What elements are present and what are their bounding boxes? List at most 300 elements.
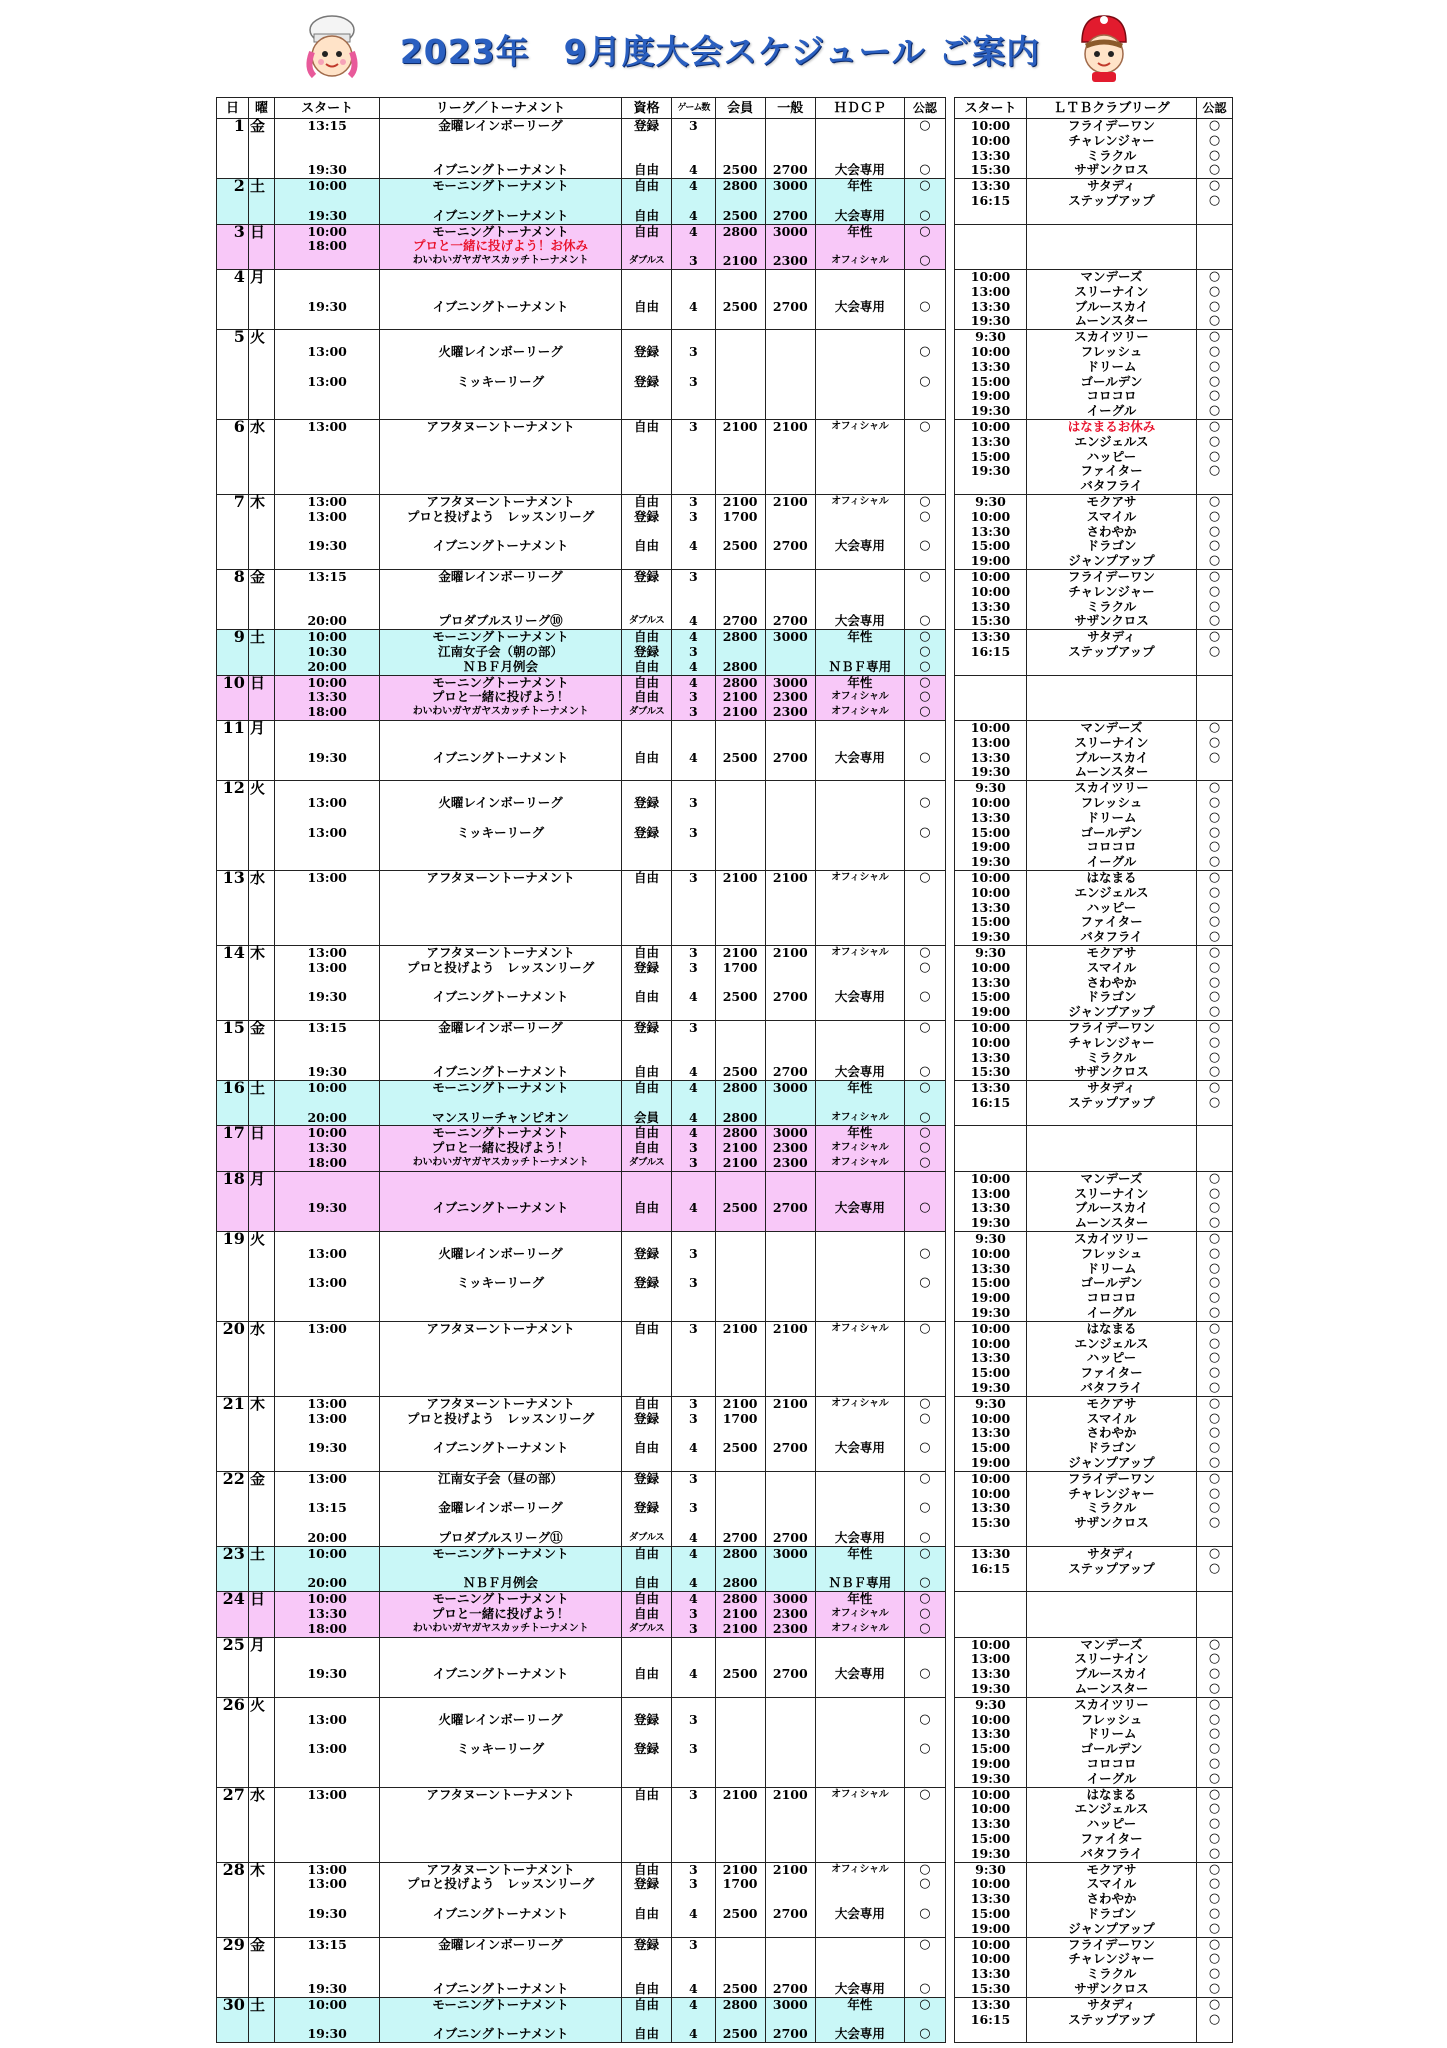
event-qualification-cell <box>621 675 671 720</box>
event-general-fee: 3000 <box>772 224 808 239</box>
event-member-fee-cell <box>715 1126 765 1171</box>
blank-line <box>673 404 713 419</box>
event-start: 19:30 <box>307 990 347 1005</box>
blank-line <box>673 239 713 254</box>
event-games: 4 <box>688 990 698 1005</box>
ltb-start-cell <box>955 419 1027 494</box>
blank-line <box>381 435 620 450</box>
event-hdcp: 年性 <box>847 1081 873 1096</box>
blank-line <box>906 1892 944 1907</box>
ltb-start: 19:30 <box>970 855 1011 870</box>
ltb-name-cell <box>1027 870 1197 945</box>
day-number: 26 <box>217 1697 249 1787</box>
ltb-club-name: スマイル <box>1086 509 1137 524</box>
event-name-cell <box>380 1637 622 1697</box>
ltb-day-row <box>955 945 1233 1020</box>
event-official-mark-cell <box>904 1997 945 2042</box>
blank-line <box>717 1516 764 1531</box>
event-general-fee-cell <box>765 1937 815 1997</box>
blank-line <box>717 1187 764 1202</box>
ltb-start: 16:15 <box>970 644 1011 659</box>
ltb-club-name: スカイツリー <box>1074 330 1149 345</box>
ltb-official-cell <box>1197 224 1233 269</box>
event-name: モーニングトーナメント <box>432 1997 569 2012</box>
event-qualification: ダブルス <box>628 1622 665 1634</box>
ltb-club-name: スリーナイン <box>1074 1652 1149 1667</box>
ltb-club-name: バタフライ <box>1080 1846 1143 1861</box>
event-name-cell <box>380 1321 622 1396</box>
ltb-day-row <box>955 720 1233 780</box>
blank-line <box>623 736 670 751</box>
ltb-name-cell <box>1027 1997 1197 2042</box>
ltb-name-cell <box>1027 1471 1197 1546</box>
blank-line <box>906 1096 944 1111</box>
blank-line <box>381 1216 620 1231</box>
event-games: 4 <box>688 163 698 178</box>
blank-line <box>381 915 620 930</box>
ltb-official-mark: ○ <box>1208 1201 1221 1216</box>
blank-line <box>623 1698 670 1713</box>
event-general-fee: 3000 <box>772 1592 808 1607</box>
event-official-mark: ○ <box>919 675 931 690</box>
ltb-official-mark: ○ <box>1208 1246 1221 1261</box>
blank-line <box>623 1337 670 1352</box>
event-member-fee: 2100 <box>722 690 758 705</box>
blank-line <box>381 1698 620 1713</box>
event-hdcp-cell <box>815 1171 904 1231</box>
event-start-cell <box>275 1396 380 1471</box>
blank-line <box>623 1187 670 1202</box>
ltb-official-mark: ○ <box>1208 1261 1221 1276</box>
event-member-fee-cell <box>715 119 765 179</box>
event-start: 13:15 <box>307 569 347 584</box>
event-member-fee-cell <box>715 1637 765 1697</box>
blank-line <box>817 1216 903 1231</box>
blank-line <box>817 1501 903 1516</box>
ltb-name-cell <box>1027 1321 1197 1396</box>
event-member-fee-cell <box>715 1471 765 1546</box>
ltb-official-mark: ○ <box>1208 119 1221 133</box>
blank-line <box>817 510 903 525</box>
event-name-cell <box>380 1787 622 1862</box>
ltb-start: 13:30 <box>970 750 1011 765</box>
ltb-official-mark: ○ <box>1208 1336 1221 1351</box>
event-official-mark: ○ <box>919 1501 931 1516</box>
event-official-mark-cell <box>904 419 945 494</box>
event-official-mark: ○ <box>919 1787 931 1802</box>
ltb-official-mark: ○ <box>1208 524 1221 539</box>
blank-line <box>906 1516 944 1531</box>
blank-line <box>767 585 814 600</box>
event-games: 4 <box>688 1592 698 1607</box>
ltb-club-name: はなまるお休み <box>1067 419 1156 434</box>
blank-line <box>767 1922 814 1937</box>
blank-line <box>673 855 713 870</box>
blank-line <box>381 1516 620 1531</box>
event-general-fee: 2700 <box>772 1907 808 1922</box>
blank-line <box>673 765 713 780</box>
blank-line <box>381 134 620 149</box>
ltb-day-row <box>955 330 1233 420</box>
event-games: 3 <box>688 1877 698 1892</box>
ltb-club-name: チャレンジャー <box>1068 133 1155 148</box>
event-official-mark-cell <box>904 1396 945 1471</box>
ltb-official-mark: ○ <box>1208 539 1221 554</box>
blank-line <box>906 1456 944 1471</box>
day-number: 9 <box>217 630 249 675</box>
event-general-fee-cell <box>765 1081 815 1126</box>
ltb-club-name: はなまる <box>1086 1321 1137 1336</box>
ltb-start: 19:30 <box>970 1381 1011 1396</box>
ltb-club-name: モクアサ <box>1086 494 1137 509</box>
event-member-fee-cell <box>715 630 765 675</box>
ltb-start: 10:00 <box>970 1471 1011 1486</box>
blank-line <box>817 1096 903 1111</box>
blank-line <box>381 721 620 736</box>
day-number: 7 <box>217 494 249 569</box>
ltb-day-row <box>955 119 1233 179</box>
event-official-mark-cell <box>904 330 945 420</box>
blank-line <box>276 330 378 345</box>
blank-line <box>623 149 670 164</box>
blank-line <box>381 1381 620 1396</box>
day-number: 25 <box>217 1637 249 1697</box>
blank-line <box>623 314 670 329</box>
blank-line <box>767 479 814 494</box>
blank-line <box>623 1262 670 1277</box>
ltb-official-mark: ○ <box>1208 449 1221 464</box>
ltb-official-mark: ○ <box>1208 1997 1221 2012</box>
blank-line <box>817 1817 903 1832</box>
blank-line <box>767 1232 814 1247</box>
day-of-week: 土 <box>248 179 274 224</box>
blank-line <box>817 585 903 600</box>
ltb-start: 19:00 <box>970 1005 1011 1020</box>
blank-line <box>623 525 670 540</box>
ltb-start: 15:00 <box>970 1832 1011 1847</box>
event-general-fee: 2300 <box>772 1607 808 1622</box>
ltb-official-mark: ○ <box>1208 960 1221 975</box>
day-number: 11 <box>217 720 249 780</box>
ltb-start-cell <box>955 945 1027 1020</box>
blank-line <box>276 1005 378 1020</box>
event-start: 10:00 <box>307 224 347 239</box>
ltb-club-name: コロコロ <box>1086 1291 1137 1306</box>
event-official-mark: ○ <box>919 1592 931 1607</box>
blank-line <box>717 930 764 945</box>
event-general-fee: 3000 <box>772 630 808 645</box>
event-official-mark: ○ <box>919 870 931 885</box>
blank-line <box>717 811 764 826</box>
day-of-week: 月 <box>248 720 274 780</box>
blank-line <box>623 840 670 855</box>
event-member-fee-cell <box>715 675 765 720</box>
blank-line <box>717 826 764 841</box>
ltb-official-mark: ○ <box>1208 1561 1221 1576</box>
ltb-official-mark: ○ <box>1208 584 1221 599</box>
event-official-mark-cell <box>904 630 945 675</box>
ltb-start: 10:00 <box>970 419 1011 434</box>
blank-line <box>906 134 944 149</box>
day-row <box>217 1126 946 1171</box>
blank-line <box>767 510 814 525</box>
event-official-mark: ○ <box>919 179 931 194</box>
event-official-mark: ○ <box>919 1276 931 1291</box>
ltb-start: 13:30 <box>970 1667 1011 1682</box>
blank-line <box>276 285 378 300</box>
ltb-start: 13:30 <box>970 1997 1011 2012</box>
blank-line <box>673 1381 713 1396</box>
blank-line <box>817 826 903 841</box>
event-hdcp: 大会専用 <box>834 1441 885 1456</box>
blank-line <box>717 1096 764 1111</box>
ltb-name-cell <box>1027 224 1197 269</box>
event-member-fee: 2100 <box>722 254 758 269</box>
blank-line <box>767 1216 814 1231</box>
blank-line <box>817 1005 903 1020</box>
ltb-official-mark: ○ <box>1208 1411 1221 1426</box>
blank-line <box>767 194 814 209</box>
event-hdcp: 大会専用 <box>834 208 885 223</box>
ltb-start: 19:30 <box>970 464 1011 479</box>
blank-line <box>276 1802 378 1817</box>
ltb-start: 10:00 <box>970 1035 1011 1050</box>
event-games-cell <box>672 1592 715 1637</box>
ltb-start: 13:30 <box>970 179 1011 194</box>
ltb-official-mark: ○ <box>1208 314 1221 329</box>
blank-line <box>767 360 814 375</box>
event-qualification-cell <box>621 330 671 420</box>
blank-line <box>717 525 764 540</box>
day-number: 27 <box>217 1787 249 1862</box>
event-name: モーニングトーナメント <box>432 179 569 194</box>
event-start-cell <box>275 1787 380 1862</box>
blank-line <box>817 134 903 149</box>
event-general-fee-cell <box>765 1171 815 1231</box>
event-start-cell <box>275 675 380 720</box>
event-member-fee: 2500 <box>722 539 758 554</box>
event-start: 13:30 <box>307 1607 347 1622</box>
event-start-cell <box>275 1321 380 1396</box>
day-of-week: 土 <box>248 1081 274 1126</box>
blank-line <box>717 1967 764 1982</box>
blank-line <box>623 1802 670 1817</box>
event-member-fee: 2800 <box>722 1997 758 2012</box>
event-official-mark: ○ <box>919 1126 931 1141</box>
event-official-mark: ○ <box>919 1201 931 1216</box>
blank-line <box>817 285 903 300</box>
blank-line <box>817 119 903 134</box>
ltb-day-row <box>955 1020 1233 1080</box>
ltb-start: 13:30 <box>970 1081 1011 1096</box>
ltb-official-mark: ○ <box>1208 1095 1221 1110</box>
event-official-mark: ○ <box>919 705 931 720</box>
blank-line <box>673 1366 713 1381</box>
event-games: 4 <box>688 1531 698 1546</box>
event-name: プロと一緒に投げよう！ <box>431 1607 570 1622</box>
ltb-start: 19:00 <box>970 1921 1011 1936</box>
event-name-cell <box>380 1232 622 1322</box>
ltb-day-row <box>955 781 1233 871</box>
event-hdcp: 大会専用 <box>834 1667 885 1682</box>
event-member-fee: 2800 <box>722 1110 758 1125</box>
ltb-start: 10:00 <box>970 795 1011 810</box>
ltb-official-mark: ○ <box>1208 1787 1221 1802</box>
ltb-club-name: バタフライ <box>1080 1381 1143 1396</box>
day-of-week: 木 <box>248 494 274 569</box>
blank-line <box>906 1952 944 1967</box>
day-number: 14 <box>217 945 249 1020</box>
event-games: 4 <box>688 1065 698 1080</box>
blank-line <box>717 1172 764 1187</box>
event-official-mark: ○ <box>919 1020 931 1035</box>
blank-line <box>817 901 903 916</box>
ltb-club-name: フレッシュ <box>1080 344 1143 359</box>
ltb-start: 9:30 <box>975 494 1006 509</box>
ltb-start: 19:00 <box>970 554 1011 569</box>
event-official-mark-cell <box>904 1471 945 1546</box>
ltb-start: 13:00 <box>970 284 1011 299</box>
ltb-club-name: イーグル <box>1086 855 1137 870</box>
event-name: モーニングトーナメント <box>432 675 569 690</box>
event-games: 3 <box>688 1501 698 1516</box>
event-games-cell <box>672 1232 715 1322</box>
day-number: 24 <box>217 1592 249 1637</box>
ltb-day-row <box>955 1171 1233 1231</box>
blank-line <box>817 479 903 494</box>
ltb-name-cell <box>1027 1637 1197 1697</box>
blank-line <box>381 479 620 494</box>
ltb-club-name: エンジェルス <box>1074 1336 1149 1351</box>
event-general-fee-cell <box>765 179 815 224</box>
ltb-start-cell <box>955 675 1027 720</box>
blank-line <box>817 1652 903 1667</box>
event-official-mark-cell <box>904 1081 945 1126</box>
event-general-fee-cell <box>765 1020 815 1080</box>
blank-line <box>276 1698 378 1713</box>
blank-line <box>817 1698 903 1713</box>
blank-line <box>906 840 944 855</box>
ltb-start: 19:30 <box>970 404 1011 419</box>
event-member-fee-cell <box>715 494 765 569</box>
event-name: アフタヌーントーナメント <box>426 945 575 960</box>
ltb-club-name: ドラゴン <box>1086 539 1137 554</box>
event-start: 13:00 <box>307 1742 347 1757</box>
ltb-official-mark: ○ <box>1208 509 1221 524</box>
blank-line <box>381 1832 620 1847</box>
ltb-start: 19:30 <box>970 765 1011 780</box>
event-name: わいわいガヤガヤスカッチトーナメント <box>412 255 589 267</box>
ltb-day-row <box>955 1997 1233 2042</box>
blank-line <box>767 976 814 991</box>
ltb-name-cell <box>1027 781 1197 871</box>
event-hdcp: 年性 <box>847 1592 873 1607</box>
event-general-fee-cell <box>765 1997 815 2042</box>
ltb-day-row <box>955 1321 1233 1396</box>
event-qualification: 登録 <box>634 1712 660 1727</box>
blank-line <box>906 1967 944 1982</box>
event-general-fee-cell <box>765 1592 815 1637</box>
day-row <box>217 1171 946 1231</box>
ltb-official-mark: ○ <box>1208 1035 1221 1050</box>
ltb-club-name: ドラゴン <box>1086 990 1137 1005</box>
ltb-start: 10:00 <box>970 119 1011 133</box>
blank-line <box>906 149 944 164</box>
event-qualification-cell <box>621 1171 671 1231</box>
blank-line <box>767 1638 814 1653</box>
blank-line <box>717 134 764 149</box>
blank-line <box>673 1051 713 1066</box>
blank-line <box>717 1276 764 1291</box>
event-hdcp: オフィシャル <box>831 1863 889 1875</box>
ltb-start: 19:00 <box>970 389 1011 404</box>
ltb-start: 15:00 <box>970 1441 1011 1456</box>
ltb-official-mark: ○ <box>1208 359 1221 374</box>
blank-line <box>381 1172 620 1187</box>
blank-line <box>767 1817 814 1832</box>
event-hdcp: 年性 <box>847 1126 873 1141</box>
blank-line <box>276 1817 378 1832</box>
day-of-week: 木 <box>248 945 274 1020</box>
ltb-club-name: ブルースカイ <box>1074 750 1149 765</box>
blank-line <box>767 1682 814 1697</box>
event-games: 4 <box>688 614 698 629</box>
event-hdcp: 大会専用 <box>834 1982 885 1997</box>
blank-line <box>717 435 764 450</box>
ltb-official-mark: ○ <box>1208 1802 1221 1817</box>
ltb-official-mark: ○ <box>1208 269 1221 284</box>
ltb-club-name: ミラクル <box>1086 599 1137 614</box>
day-of-week: 木 <box>248 1396 274 1471</box>
blank-line <box>623 1967 670 1982</box>
event-hdcp: オフィシャル <box>831 1322 889 1334</box>
blank-line <box>717 1847 764 1862</box>
blank-line <box>381 1952 620 1967</box>
event-member-fee-cell <box>715 1546 765 1591</box>
ltb-club-name: ステップアップ <box>1068 193 1155 208</box>
event-start: 13:00 <box>307 1396 347 1411</box>
blank-line <box>817 239 903 254</box>
blank-line <box>623 976 670 991</box>
blank-line <box>717 285 764 300</box>
ltb-club-name: さわやか <box>1086 975 1137 990</box>
blank-line <box>381 765 620 780</box>
event-hdcp-cell <box>815 494 904 569</box>
blank-line <box>381 1456 620 1471</box>
event-games: 4 <box>688 1081 698 1096</box>
ltb-start: 13:30 <box>970 1727 1011 1742</box>
day-number: 23 <box>217 1546 249 1591</box>
blank-line <box>817 1187 903 1202</box>
blank-line <box>817 1021 903 1036</box>
blank-line <box>276 811 378 826</box>
right-mascot-icon <box>1064 12 1144 84</box>
blank-line <box>623 1772 670 1787</box>
header-dow: 曜 <box>248 98 274 119</box>
event-games-cell <box>672 419 715 494</box>
blank-line <box>276 1922 378 1937</box>
ltb-club-name: ジャンプアップ <box>1068 1456 1155 1471</box>
ltb-name-cell <box>1027 720 1197 780</box>
event-official-mark: ○ <box>919 614 931 629</box>
blank-line <box>767 1456 814 1471</box>
event-member-fee: 2700 <box>722 614 758 629</box>
blank-line <box>717 886 764 901</box>
ltb-official-mark: ○ <box>1208 148 1221 163</box>
ltb-day-row <box>955 1471 1233 1546</box>
ltb-day-row <box>955 675 1233 720</box>
blank-line <box>767 1366 814 1381</box>
